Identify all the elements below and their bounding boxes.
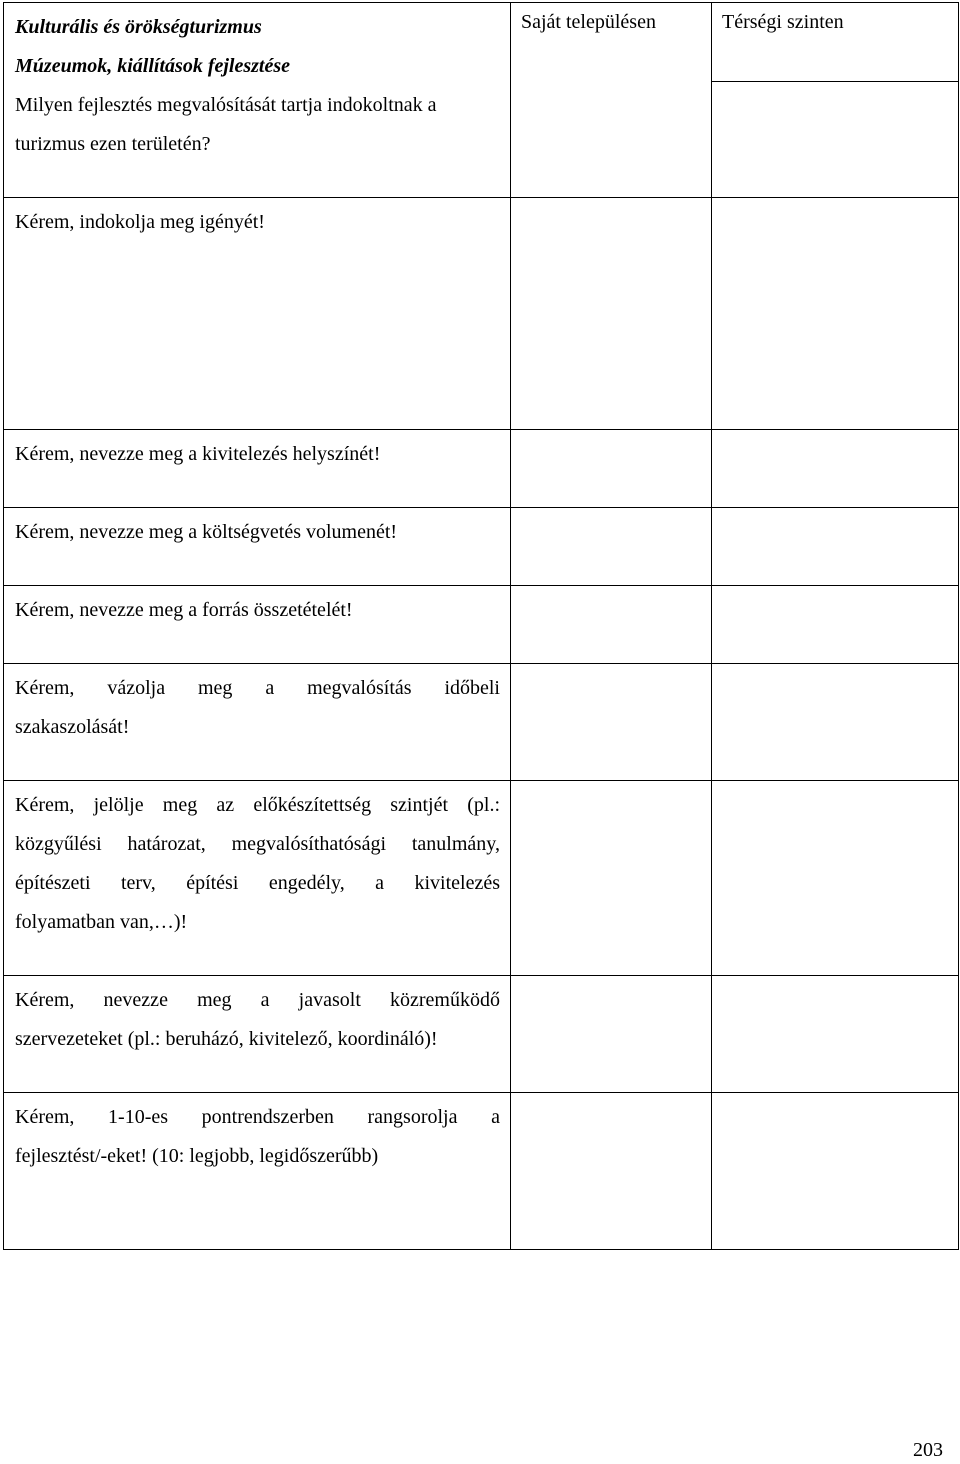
question-2: Kérem, indokolja meg igényét!: [15, 211, 265, 233]
question-6-line-1: Kérem, vázolja meg a megvalósítás időbeli: [15, 677, 500, 699]
answer-q3-regional[interactable]: [712, 430, 959, 508]
column-header-regional-label: Térségi szinten: [722, 11, 844, 33]
question-3: Kérem, nevezze meg a kivitelezés helyszínét!: [15, 443, 381, 465]
question-1-line-2: turizmus ezen területén?: [15, 133, 211, 155]
question-8-line-1: Kérem, nevezze meg a javasolt közreműködő: [15, 989, 500, 1011]
question-7-line-3: építészeti terv, építési engedély, a kivitelezés: [15, 872, 500, 894]
question-8-line-2: szervezeteket (pl.: beruházó, kivitelező, koordináló)!: [15, 1028, 438, 1050]
answer-q7-own-settlement[interactable]: [511, 781, 712, 976]
question-9-line-2: fejlesztést/-eket! (10: legjobb, legidőszerűbb): [15, 1145, 379, 1167]
column-header-own-settlement-label: Saját településen: [521, 11, 656, 33]
question-4-row: [4, 508, 959, 586]
answer-q7-regional[interactable]: [712, 781, 959, 976]
question-6-cell: [4, 664, 511, 781]
answer-q9-regional[interactable]: [712, 1093, 959, 1250]
question-2-cell: [4, 198, 511, 430]
question-5: Kérem, nevezze meg a forrás összetételét!: [15, 599, 353, 621]
page-number: 203: [913, 1439, 943, 1461]
section-title: Kulturális és örökségturizmus: [15, 16, 262, 38]
answer-q2-own-settlement[interactable]: [511, 198, 712, 430]
question-8-row: [4, 976, 959, 1093]
question-3-cell: [4, 430, 511, 508]
column-header-regional: [712, 3, 959, 82]
question-9-row: [4, 1093, 959, 1250]
question-1-line-1: Milyen fejlesztés megvalósítását tartja indokoltnak a: [15, 94, 437, 116]
question-6-line-2: szakaszolását!: [15, 716, 130, 738]
column-header-own-settlement: [511, 3, 712, 82]
question-6-row: [4, 664, 959, 781]
question-2-row: [4, 198, 959, 430]
question-9-cell: [4, 1093, 511, 1250]
answer-q3-own-settlement[interactable]: [511, 430, 712, 508]
answer-q5-own-settlement[interactable]: [511, 586, 712, 664]
question-9-line-1: Kérem, 1-10-es pontrendszerben rangsorolja a: [15, 1106, 500, 1128]
question-8-cell: [4, 976, 511, 1093]
question-3-row: [4, 430, 959, 508]
question-7-line-4: folyamatban van,…)!: [15, 911, 188, 933]
section-title-cell: [4, 3, 511, 198]
answer-q6-own-settlement[interactable]: [511, 664, 712, 781]
answer-q8-regional[interactable]: [712, 976, 959, 1093]
question-7-line-1: Kérem, jelölje meg az előkészítettség szintjét (pl.:: [15, 794, 500, 816]
answer-q5-regional[interactable]: [712, 586, 959, 664]
question-7-line-2: közgyűlési határozat, megvalósíthatósági tanulmány,: [15, 833, 500, 855]
answer-q9-own-settlement[interactable]: [511, 1093, 712, 1250]
question-4: Kérem, nevezze meg a költségvetés volumenét!: [15, 521, 398, 543]
questionnaire-table: [3, 2, 959, 1250]
question-4-cell: [4, 508, 511, 586]
header-row: [4, 3, 959, 82]
question-7-row: [4, 781, 959, 976]
question-7-cell: [4, 781, 511, 976]
section-subtitle: Múzeumok, kiállítások fejlesztése: [15, 55, 290, 77]
answer-q6-regional[interactable]: [712, 664, 959, 781]
answer-q1-regional[interactable]: [712, 82, 959, 198]
answer-q4-regional[interactable]: [712, 508, 959, 586]
answer-q2-regional[interactable]: [712, 198, 959, 430]
answer-q1-own-settlement[interactable]: [511, 82, 712, 198]
answer-q8-own-settlement[interactable]: [511, 976, 712, 1093]
question-5-row: [4, 586, 959, 664]
question-5-cell: [4, 586, 511, 664]
answer-q4-own-settlement[interactable]: [511, 508, 712, 586]
